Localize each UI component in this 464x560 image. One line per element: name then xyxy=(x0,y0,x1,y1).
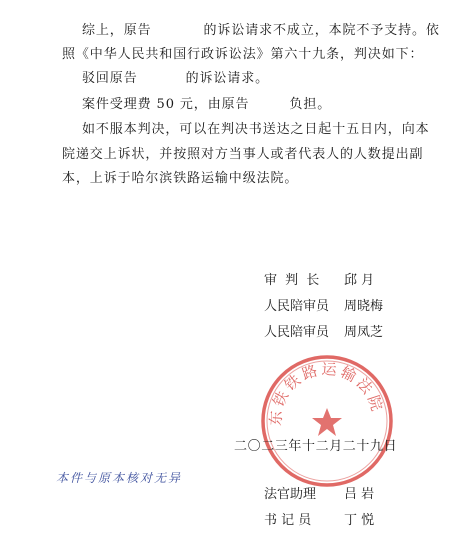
body-line-6-text: 院递交上诉状，并按照对方当事人或者代表人的人数提出副 xyxy=(62,147,424,162)
presiding-judge-role: 审 判 长 xyxy=(264,273,322,288)
assessor-1-role: 人民陪审员 xyxy=(264,299,330,314)
signature-assessor-1 xyxy=(264,298,383,316)
body-line-4-part-b: 负担。 xyxy=(289,97,332,112)
body-line-1-part-b: 的诉讼请求不成立，本院不予支持。依 xyxy=(203,23,440,38)
body-line-3 xyxy=(82,70,269,88)
court-clerk-name: 丁 悦 xyxy=(344,513,375,528)
assessor-2-name: 周凤芝 xyxy=(344,325,384,340)
assessor-1-name: 周晓梅 xyxy=(344,299,384,314)
body-line-5-text: 如不服本判决，可以在判决书送达之日起十五日内，向本 xyxy=(82,122,430,137)
body-line-1-part-a: 综上，原告 xyxy=(82,23,152,38)
body-line-4 xyxy=(82,96,331,114)
court-seal-stamp xyxy=(258,352,396,490)
body-line-7-text: 本，上诉于哈尔滨铁路运输中级法院。 xyxy=(62,171,299,186)
body-line-6 xyxy=(62,146,423,164)
signature-court-clerk xyxy=(264,512,374,530)
signature-presiding-judge xyxy=(264,272,374,290)
signature-judge-assistant xyxy=(264,486,374,504)
judgment-date: 二〇二三年十二月二十九日 xyxy=(234,439,398,454)
judge-assistant-name: 吕 岩 xyxy=(344,487,375,502)
seal-star-icon xyxy=(312,408,342,436)
presiding-judge-name: 邱 月 xyxy=(344,273,375,288)
body-line-3-part-b: 的诉讼请求。 xyxy=(185,71,270,86)
seal-text: 东铁铁路运输法院 xyxy=(266,359,387,427)
body-line-3-part-a: 驳回原告 xyxy=(82,71,138,86)
signature-assessor-2 xyxy=(264,324,383,342)
body-line-2 xyxy=(62,46,423,64)
body-line-5 xyxy=(82,121,430,139)
verification-stamp: 本件与原本核对无异 xyxy=(56,471,183,485)
body-line-2-text: 照《中华人民共和国行政诉讼法》第六十九条，判决如下： xyxy=(62,47,424,62)
body-line-7 xyxy=(62,170,298,188)
court-clerk-role: 书 记 员 xyxy=(264,513,312,528)
body-line-1 xyxy=(82,22,440,40)
assessor-2-role: 人民陪审员 xyxy=(264,325,330,340)
body-line-4-part-a: 案件受理费 50 元，由原告 xyxy=(82,97,250,112)
judge-assistant-role: 法官助理 xyxy=(264,487,317,502)
